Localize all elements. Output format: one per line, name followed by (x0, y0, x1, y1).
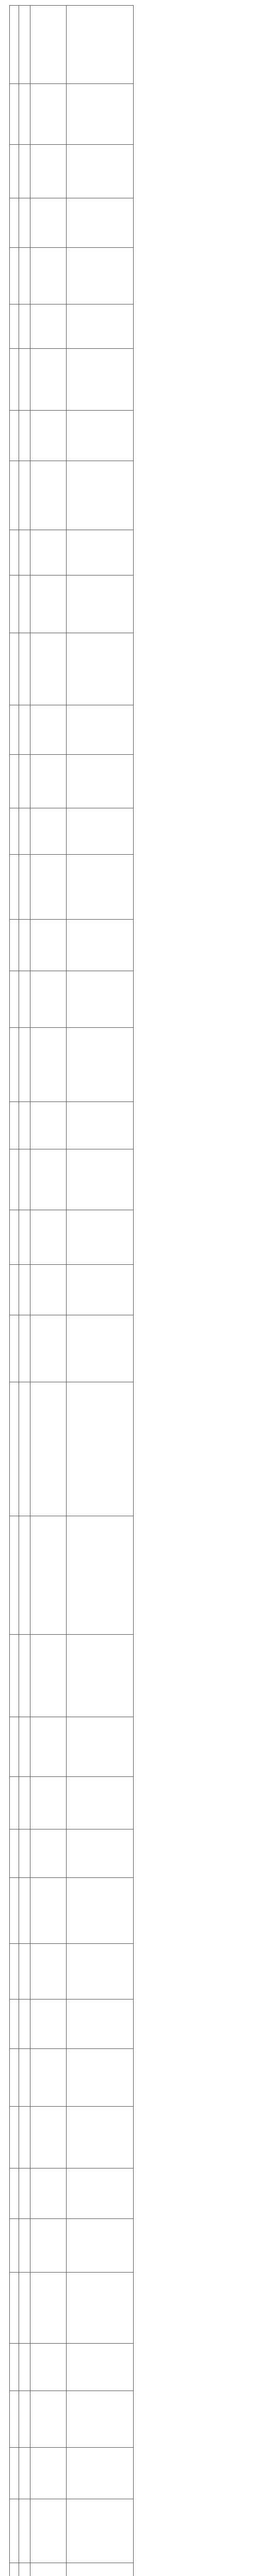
basis-cell (30, 84, 67, 145)
item-cell (19, 248, 30, 304)
item-cell (19, 198, 30, 248)
table-row (10, 2391, 134, 2448)
item-cell (19, 705, 30, 755)
content-cell (67, 84, 134, 145)
item-cell (19, 1382, 30, 1516)
item-cell (19, 1028, 30, 1102)
table-row (10, 2273, 134, 2344)
category-cell (10, 2219, 19, 2273)
item-cell (19, 145, 30, 198)
category-cell (10, 2499, 19, 2563)
item-cell (19, 755, 30, 808)
item-cell (19, 6, 30, 84)
item-cell (19, 2448, 30, 2499)
table-row (10, 1717, 134, 1777)
table-row (10, 1516, 134, 1635)
table-row (10, 1944, 134, 1999)
table-row (10, 198, 134, 248)
category-cell (10, 1265, 19, 1315)
content-cell (67, 2499, 134, 2563)
basis-cell (30, 1210, 67, 1265)
content-cell (67, 2219, 134, 2273)
content-cell (67, 2107, 134, 2168)
item-cell (19, 2107, 30, 2168)
table-row (10, 1878, 134, 1944)
basis-cell (30, 248, 67, 304)
content-cell (67, 1717, 134, 1777)
content-cell (67, 461, 134, 530)
item-cell (19, 2049, 30, 2107)
item-cell (19, 1944, 30, 1999)
basis-cell (30, 1999, 67, 2049)
table-row (10, 1999, 134, 2049)
basis-cell (30, 2448, 67, 2499)
content-cell (67, 633, 134, 705)
table-row (10, 920, 134, 971)
content-cell (67, 1829, 134, 1878)
content-cell (67, 971, 134, 1028)
basis-cell (30, 349, 67, 411)
basis-cell (30, 198, 67, 248)
basis-cell (30, 145, 67, 198)
category-cell (10, 808, 19, 855)
category-cell (10, 411, 19, 461)
category-cell (10, 920, 19, 971)
content-cell (67, 1878, 134, 1944)
basis-cell (30, 1829, 67, 1878)
basis-cell (30, 1102, 67, 1149)
basis-cell (30, 705, 67, 755)
table-row (10, 1777, 134, 1829)
basis-cell (30, 304, 67, 349)
item-cell (19, 1717, 30, 1777)
basis-cell (30, 2273, 67, 2344)
item-cell (19, 855, 30, 920)
item-cell (19, 2563, 30, 2576)
item-cell (19, 461, 30, 530)
content-cell (67, 1944, 134, 1999)
table-row (10, 2344, 134, 2391)
category-cell (10, 2391, 19, 2448)
basis-cell (30, 2168, 67, 2219)
basis-cell (30, 1717, 67, 1777)
content-cell (67, 1635, 134, 1717)
item-cell (19, 1777, 30, 1829)
category-cell (10, 2168, 19, 2219)
basis-cell (30, 920, 67, 971)
table-row (10, 575, 134, 633)
table-row (10, 2107, 134, 2168)
content-cell (67, 2448, 134, 2499)
category-cell (10, 2273, 19, 2344)
content-cell (67, 755, 134, 808)
category-cell (10, 575, 19, 633)
table-row (10, 145, 134, 198)
content-cell (67, 808, 134, 855)
table-row (10, 530, 134, 575)
table-row (10, 1149, 134, 1210)
basis-cell (30, 530, 67, 575)
category-cell (10, 2448, 19, 2499)
basis-cell (30, 6, 67, 84)
item-cell (19, 1149, 30, 1210)
table-row (10, 349, 134, 411)
category-cell (10, 1999, 19, 2049)
content-cell (67, 1382, 134, 1516)
table-row (10, 1635, 134, 1717)
table-row (10, 2049, 134, 2107)
category-cell (10, 1149, 19, 1210)
content-cell (67, 2344, 134, 2391)
content-cell (67, 145, 134, 198)
table-row (10, 808, 134, 855)
content-cell (67, 855, 134, 920)
content-cell (67, 304, 134, 349)
basis-cell (30, 1149, 67, 1210)
category-cell (10, 705, 19, 755)
category-cell (10, 1829, 19, 1878)
content-cell (67, 198, 134, 248)
content-cell (67, 1210, 134, 1265)
basis-cell (30, 1028, 67, 1102)
table-row (10, 248, 134, 304)
basis-cell (30, 461, 67, 530)
content-cell (67, 1516, 134, 1635)
basis-cell (30, 2219, 67, 2273)
basis-cell (30, 971, 67, 1028)
table-row (10, 1315, 134, 1382)
category-cell (10, 971, 19, 1028)
item-cell (19, 84, 30, 145)
content-cell (67, 530, 134, 575)
content-cell (67, 248, 134, 304)
basis-cell (30, 1516, 67, 1635)
basis-cell (30, 2563, 67, 2576)
category-cell (10, 2563, 19, 2576)
basis-cell (30, 1382, 67, 1516)
table-row (10, 461, 134, 530)
content-cell (67, 1999, 134, 2049)
basis-cell (30, 633, 67, 705)
category-cell (10, 1028, 19, 1102)
content-cell (67, 1265, 134, 1315)
content-cell (67, 2563, 134, 2576)
item-cell (19, 920, 30, 971)
item-cell (19, 1265, 30, 1315)
table-row (10, 2219, 134, 2273)
content-cell (67, 6, 134, 84)
category-cell (10, 1315, 19, 1382)
item-cell (19, 2344, 30, 2391)
content-cell (67, 2273, 134, 2344)
category-cell (10, 304, 19, 349)
category-cell (10, 1382, 19, 1516)
content-cell (67, 575, 134, 633)
table-row (10, 1210, 134, 1265)
category-cell (10, 349, 19, 411)
category-cell (10, 198, 19, 248)
content-cell (67, 349, 134, 411)
item-cell (19, 1635, 30, 1717)
basis-cell (30, 1944, 67, 1999)
content-cell (67, 2168, 134, 2219)
content-cell (67, 411, 134, 461)
basis-cell (30, 1878, 67, 1944)
content-cell (67, 1315, 134, 1382)
table-row (10, 2168, 134, 2219)
basis-cell (30, 2049, 67, 2107)
category-cell (10, 2107, 19, 2168)
category-cell (10, 1944, 19, 1999)
category-cell (10, 633, 19, 705)
table-row (10, 755, 134, 808)
basis-cell (30, 808, 67, 855)
content-cell (67, 1149, 134, 1210)
table-row (10, 2563, 134, 2576)
category-cell (10, 84, 19, 145)
basis-cell (30, 855, 67, 920)
item-cell (19, 971, 30, 1028)
basis-cell (30, 1635, 67, 1717)
category-cell (10, 1717, 19, 1777)
category-cell (10, 1210, 19, 1265)
item-cell (19, 1516, 30, 1635)
content-cell (67, 2391, 134, 2448)
basis-cell (30, 1777, 67, 1829)
item-cell (19, 808, 30, 855)
table-row (10, 411, 134, 461)
category-cell (10, 1102, 19, 1149)
category-cell (10, 1516, 19, 1635)
table-row (10, 1265, 134, 1315)
category-cell (10, 1777, 19, 1829)
category-cell (10, 2049, 19, 2107)
content-cell (67, 920, 134, 971)
content-cell (67, 1777, 134, 1829)
item-cell (19, 411, 30, 461)
category-cell (10, 755, 19, 808)
regulation-table (9, 5, 134, 2576)
content-cell (67, 1102, 134, 1149)
category-cell (10, 855, 19, 920)
category-cell (10, 461, 19, 530)
item-cell (19, 1210, 30, 1265)
table-row (10, 304, 134, 349)
table-row (10, 705, 134, 755)
basis-cell (30, 1265, 67, 1315)
table-row (10, 633, 134, 705)
item-cell (19, 1829, 30, 1878)
table-row (10, 2448, 134, 2499)
content-cell (67, 1028, 134, 1102)
category-cell (10, 248, 19, 304)
item-cell (19, 575, 30, 633)
basis-cell (30, 1315, 67, 1382)
basis-cell (30, 411, 67, 461)
item-cell (19, 2219, 30, 2273)
category-cell (10, 1635, 19, 1717)
item-cell (19, 633, 30, 705)
category-cell (10, 1878, 19, 1944)
item-cell (19, 1315, 30, 1382)
table-row (10, 1382, 134, 1516)
basis-cell (30, 2391, 67, 2448)
content-cell (67, 705, 134, 755)
table-row (10, 1829, 134, 1878)
item-cell (19, 304, 30, 349)
basis-cell (30, 2344, 67, 2391)
table-row (10, 855, 134, 920)
item-cell (19, 530, 30, 575)
category-cell (10, 530, 19, 575)
table-row (10, 1102, 134, 1149)
table-row (10, 1028, 134, 1102)
item-cell (19, 2391, 30, 2448)
basis-cell (30, 755, 67, 808)
basis-cell (30, 575, 67, 633)
category-cell (10, 6, 19, 84)
basis-cell (30, 2107, 67, 2168)
item-cell (19, 2499, 30, 2563)
content-cell (67, 2049, 134, 2107)
table-row (10, 6, 134, 84)
table-row (10, 84, 134, 145)
item-cell (19, 1878, 30, 1944)
item-cell (19, 349, 30, 411)
category-cell (10, 2344, 19, 2391)
table-row (10, 971, 134, 1028)
basis-cell (30, 2499, 67, 2563)
table-row (10, 2499, 134, 2563)
item-cell (19, 1999, 30, 2049)
item-cell (19, 2273, 30, 2344)
item-cell (19, 1102, 30, 1149)
category-cell (10, 145, 19, 198)
item-cell (19, 2168, 30, 2219)
